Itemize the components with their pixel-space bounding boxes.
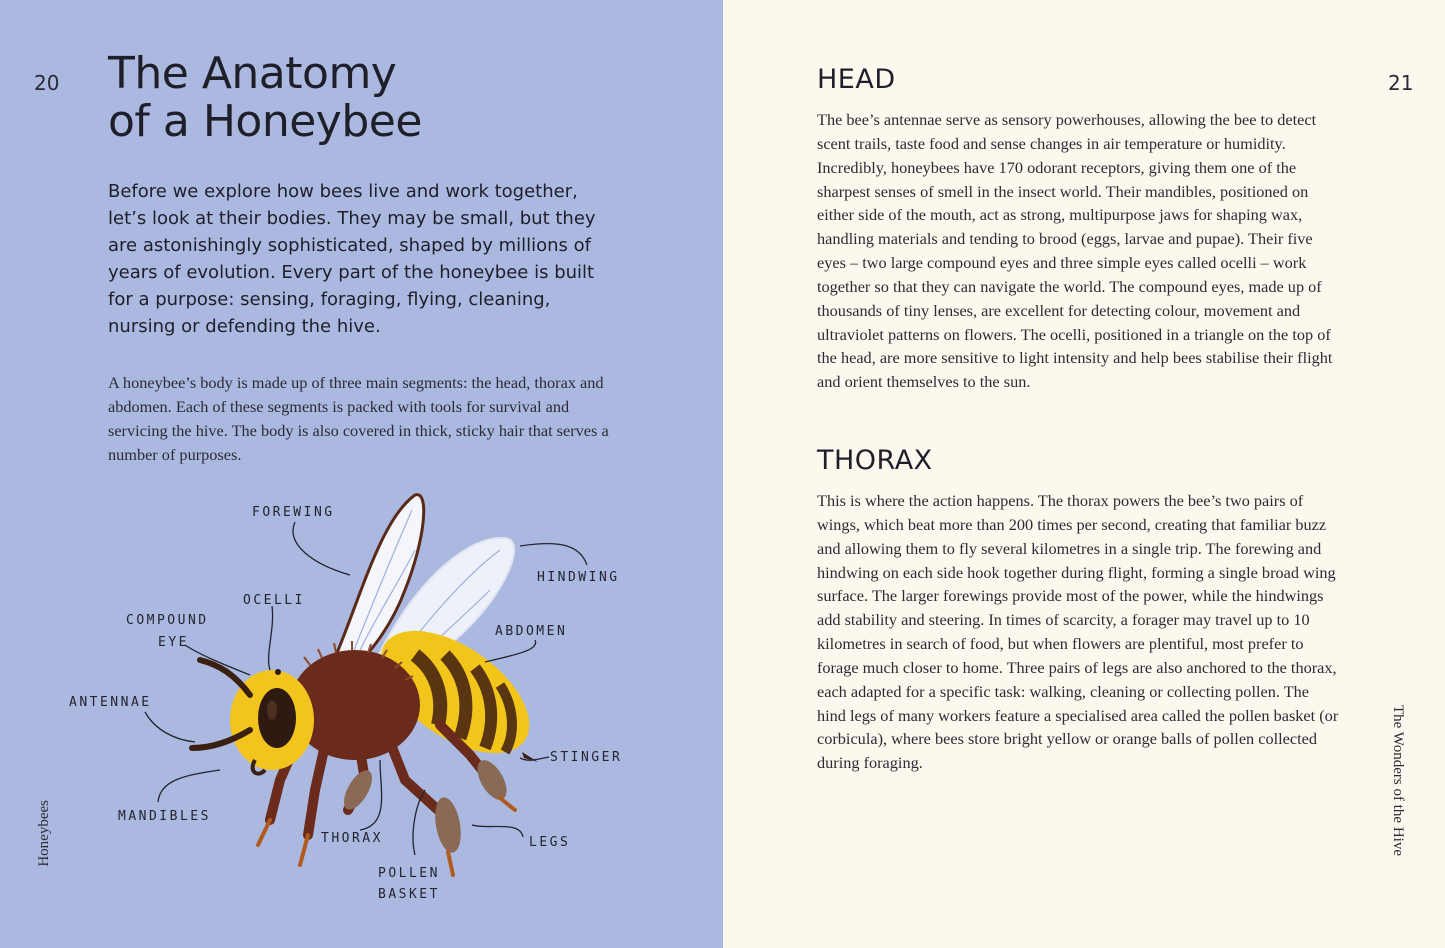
running-head-left: Honeybees xyxy=(36,800,52,867)
label-mandibles: MANDIBLES xyxy=(118,809,211,824)
label-pollen-basket-line2: BASKET xyxy=(378,887,440,902)
head-paragraph: The bee’s antennae serve as sensory powerhouses, allowing the bee to detect scent trails, taste food and sense changes in air temperature or humidity. Incredibly, honeybees have 170 odorant receptors, giving them one of the sharpest senses of smell in the insect world. Their mandibles, positioned on either side of the mouth, act as strong, multipurpose jaws for shaping wax, handling materials and tending to brood (eggs, larvae and pupae). Their five eyes – two large compound eyes and three simple eyes called ocelli – work together so that they can navigate the world. The compound eyes, made up of thousands of tiny lenses, are excellent for detecting colour, movement and ultraviolet patterns on flowers. The ocelli, positioned in a triangle on the top of the head, are more sensitive to light intensity and help bees stabilise their flight and orient themselves to the sun. xyxy=(817,110,1333,392)
page-title xyxy=(108,50,422,146)
heading-head: HEAD xyxy=(817,64,896,95)
label-forewing: FOREWING xyxy=(252,505,335,520)
label-legs: LEGS xyxy=(529,835,571,850)
title-line-1: The Anatomy xyxy=(108,48,397,99)
intro-paragraph: Before we explore how bees live and work together, let’s look at their bodies. They may be small, but they are astonishingly sophisticated, shaped by millions of years of evolution. Every part of the honeybee is built for a purpose: sensing, foraging, flying, cleaning, nursing or defending the hive. xyxy=(108,181,596,337)
compound-eye-illustration xyxy=(258,688,296,748)
thorax-paragraph: This is where the action happens. The thorax powers the bee’s two pairs of wings, which beat more than 200 times per second, creating that familiar buzz and allowing them to fly several kilometres in a single trip. The forewing and hindwing on each side hook together during flight, forming a single broad wing surface. The larger forewings provide most of the power, while the hindwings add stability and steering. In times of scarcity, a forager may travel up to 10 kilometres in search of food, but when flowers are plentiful, most prefer to forage much closer to home. Three pairs of legs are also anchored to the thorax, each adapted for a specific task: walking, cleaning or collecting pollen. The hind legs of many workers feature a specialised area called the pollen basket (or corbicula), where bees store bright yellow or orange balls of pollen collected during foraging. xyxy=(817,491,1339,773)
label-hindwing: HINDWING xyxy=(537,570,620,585)
label-ocelli: OCELLI xyxy=(243,593,305,608)
label-compound-eye-line1: COMPOUND xyxy=(126,613,209,628)
heading-thorax: THORAX xyxy=(817,445,933,476)
page-number-right: 21 xyxy=(1388,71,1414,95)
label-thorax: THORAX xyxy=(321,831,383,846)
label-stinger: STINGER xyxy=(550,750,623,765)
label-antennae: ANTENNAE xyxy=(69,695,152,710)
label-pollen-basket-line1: POLLEN xyxy=(378,866,440,881)
running-head-right: The Wonders of the Hive xyxy=(1390,705,1406,856)
ocelli-illustration xyxy=(275,669,281,675)
body-paragraph-left: A honeybee’s body is made up of three main segments: the head, thorax and abdomen. Each of these segments is packed with tools for survival and servicing the hive. The body is also covered in thick, sticky hair that serves a number of purposes. xyxy=(108,373,609,464)
label-compound-eye-line2: EYE xyxy=(158,635,189,650)
page-number-left: 20 xyxy=(34,71,60,95)
label-abdomen: ABDOMEN xyxy=(495,624,568,639)
title-line-2: of a Honeybee xyxy=(108,96,422,147)
honeybee-diagram xyxy=(60,480,660,920)
